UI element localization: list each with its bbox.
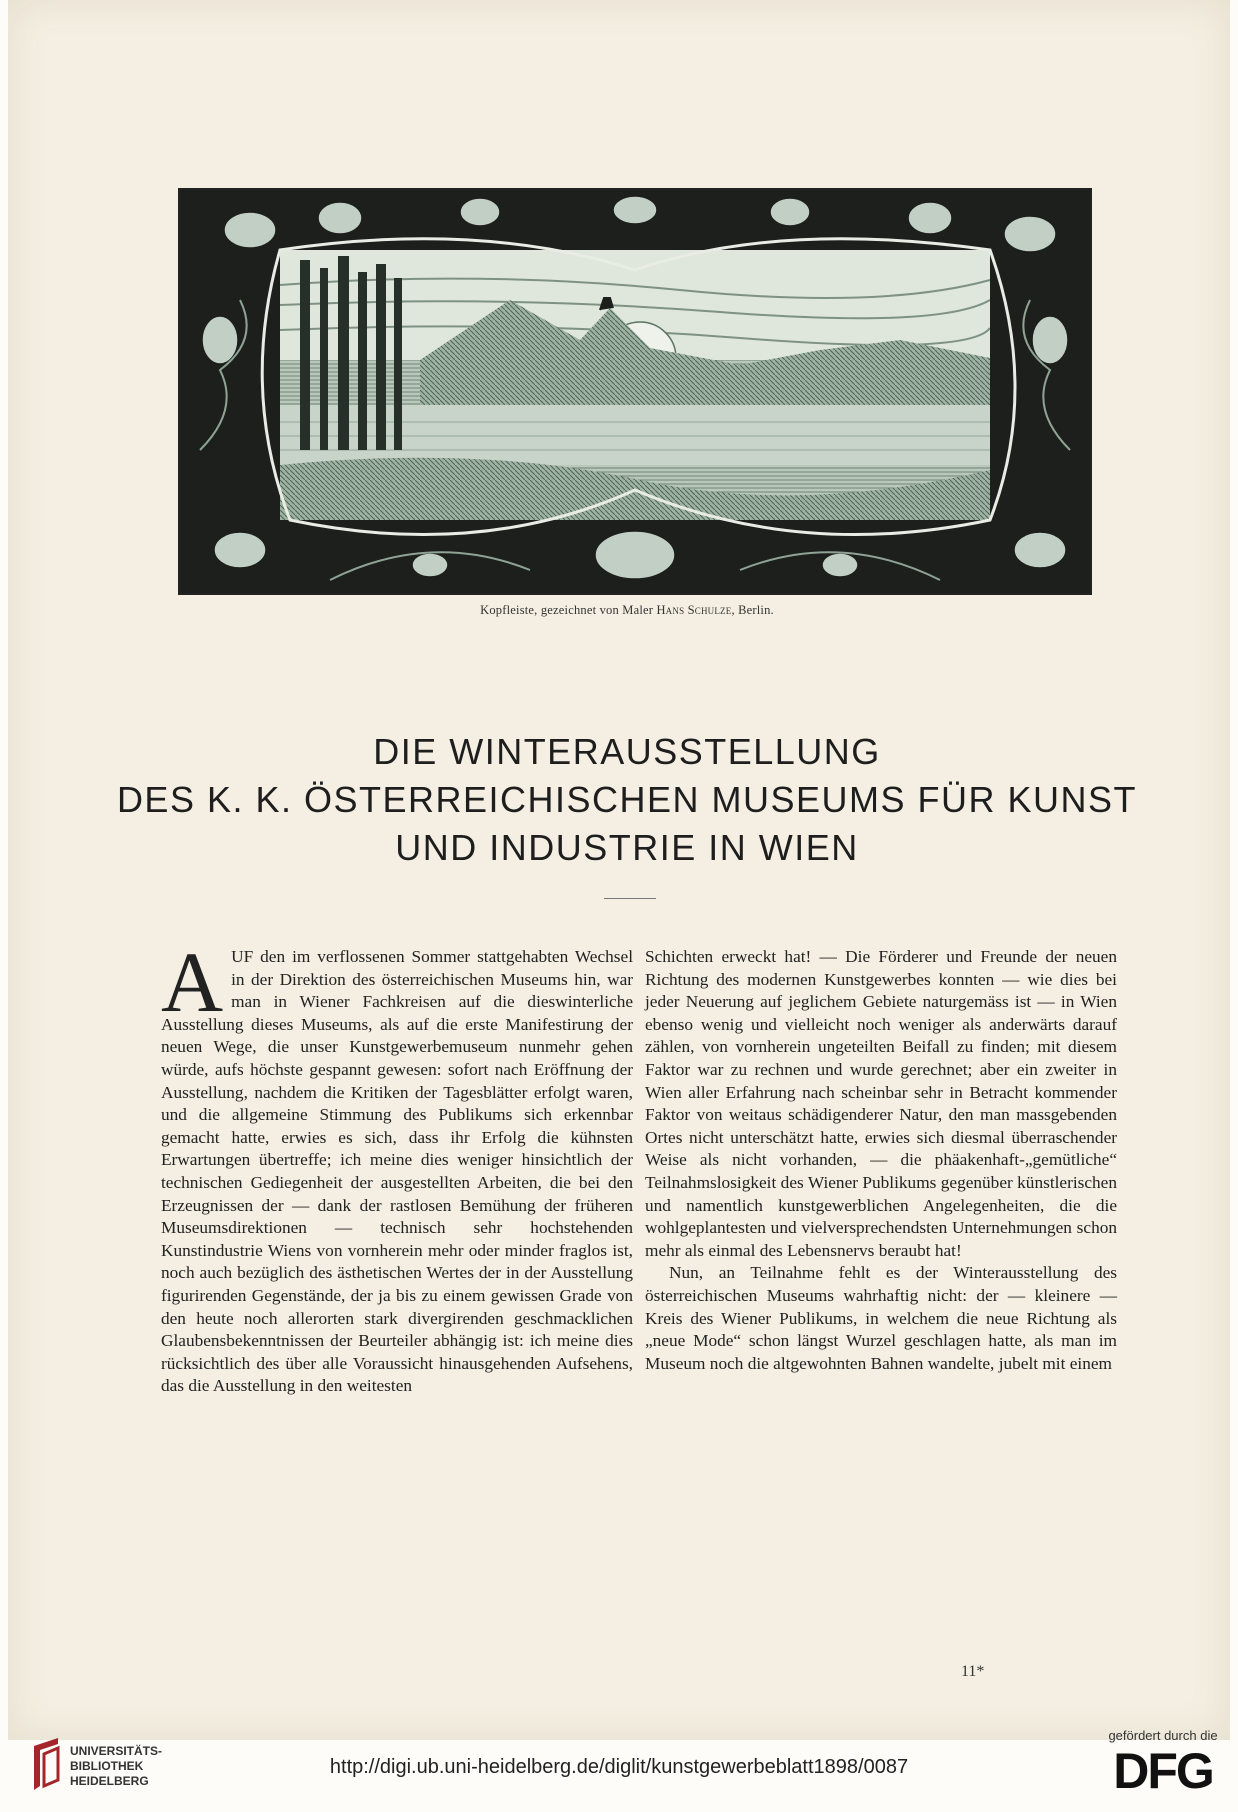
title-line-2: DES K. K. ÖSTERREICHISCHEN MUSEUMS FÜR KUNST <box>116 779 1138 820</box>
text-column-right <box>645 946 1117 1375</box>
paragraph-1-continued: Schichten erweckt hat! — Die Förderer und Freunde der neuen Richtung des modernen Kunstgewerbes konnten — wie dies bei jeder Neuerung auf jeglichem Gebiete naturgemäss ist — in Wien ebenso wenig und vielleicht noch weniger als anderwärts darauf zählen, von vornherein ungeteilten Beifall zu finden; mit diesem Faktor war zu rechnen und wurde gerechnet; aber ein zweiter in Wien aller Erfahrung nach scheinbar sehr in Betracht kommender Faktor von weitaus schädigenderer Natur, den man massgebenden Ortes nicht unterschätzt hatte, erwies sich diesmal überraschender Weise als nicht vorhanden, — die phäakenhaft-„gemütliche“ Teilnahmslosigkeit des Wiener Publikums gegenüber künstlerischen und namentlich kunstgewerblichen Angelegenheiten, die die wohlgeplantesten und vielversprechendsten Unternehmungen schon mehr als einmal des Lebensnervs beraubt hat! <box>645 947 1117 1260</box>
library-name-line-3: HEIDELBERG <box>70 1774 149 1788</box>
woodcut-landscape-image <box>180 190 1090 593</box>
sponsor-label: gefördert durch die <box>1108 1728 1218 1743</box>
library-name-line-2: BIBLIOTHEK <box>70 1759 144 1773</box>
paragraph-1-text: UF den im verflossenen Sommer stattgehabten Wechsel in der Direktion des österreichischen Museums hin, war man in Wiener Fachkreisen auf die dieswinterliche Ausstellung dieses Museums, als auf die erste Manifestirung der neuen Wege, die unser Kunstgewerbemuseum nunmehr gehen würde, aufs höchste gespannt gewesen: sofort nach Eröffnung der Ausstellung, nachdem die Kritiken der Tagesblätter erfolgt waren, und die allgemeine Stimmung des Publikums sich erkennbar gemacht hatte, erwies es sich, dass ihr Erfolg die kühnsten Erwartungen übertreffe; ich meine dies weniger hinsichtlich der technischen Gediegenheit der ausgestellten Arbeiten, die bei den Erzeugnissen der — dank der rastlosen Bemühung der früheren Museumsdirektionen — technisch sehr hochstehenden Kunstindustrie Wiens von vornherein mehr oder minder fraglos ist, noch auch bezüglich des ästhetischen Wertes der in der Ausstellung figurirenden Gegenstände, der ja bis zu einem gewissen Grade von den heute noch allerorten stark divergirenden geschmacklichen Glaubensbekenntnissen der Beurteiler abhängig ist: ich meine dies rücksichtlich des über alle Voraussicht hinausgehenden Aufsehens, das die Ausstellung in den weitesten <box>161 947 633 1396</box>
caption-artist: Hans Schulze <box>656 603 732 617</box>
scanned-page <box>8 0 1230 1740</box>
title-line-1: DIE WINTERAUSSTELLUNG <box>373 731 881 772</box>
text-column-left <box>161 934 633 1398</box>
paragraph-2: Nun, an Teilnahme fehlt es der Winterausstellung des österreichischen Museums wahrhaftig nicht: der — kleinere — Kreis des Wiener Publikums, in welchem die neue Richtung als „neue Mode“ schon längst Wurzel geschlagen hatte, als man im Museum noch die altgewohnten Bahnen wandelte, jubelt mit einem <box>645 1263 1117 1373</box>
source-url-link[interactable]: http://digi.ub.uni-heidelberg.de/diglit/kunstgewerbeblatt1898/0087 <box>329 1756 909 1778</box>
paragraph-1 <box>161 934 633 1398</box>
page-number: 11* <box>961 1663 985 1680</box>
article-title <box>8 728 1238 872</box>
headpiece-illustration <box>178 188 1092 595</box>
headpiece-caption <box>8 603 1238 618</box>
caption-prefix: Kopfleiste, gezeichnet von Maler <box>480 603 657 617</box>
dfg-wordmark: DFG <box>1113 1743 1213 1799</box>
dfg-sponsor-logo <box>1098 1728 1228 1799</box>
title-divider <box>604 898 656 899</box>
caption-suffix: , Berlin. <box>731 603 774 617</box>
title-line-3: UND INDUSTRIE IN WIEN <box>395 827 859 868</box>
library-name-line-1: UNIVERSITÄTS- <box>70 1744 163 1758</box>
drop-cap: A <box>161 934 224 1030</box>
